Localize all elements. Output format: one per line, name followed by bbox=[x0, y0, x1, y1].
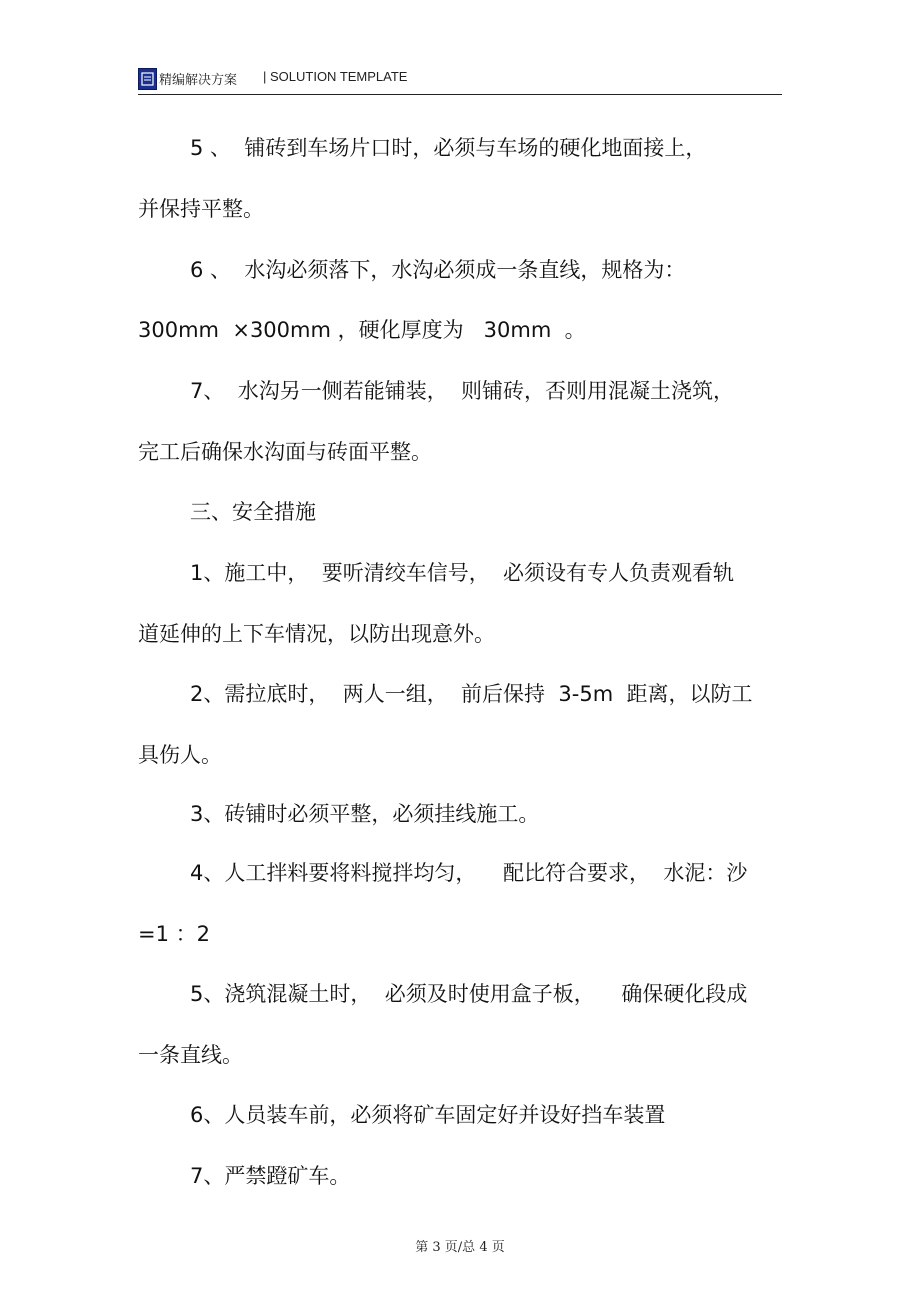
text-line: 5、浇筑混凝土时， 必须及时使用盒子板， 确保硬化段成 bbox=[190, 982, 748, 1006]
text-line: 5 、 铺砖到车场片口时，必须与车场的硬化地面接上， bbox=[190, 136, 707, 160]
text-line: 完工后确保水沟面与砖面平整。 bbox=[138, 440, 432, 464]
text-line: 7、 水沟另一侧若能铺装， 则铺砖，否则用混凝土浇筑， bbox=[190, 379, 735, 403]
text-line: 6 、 水沟必须落下，水沟必须成一条直线，规格为： bbox=[190, 258, 686, 282]
text-line: 并保持平整。 bbox=[138, 197, 264, 221]
text-line: 300mm ×300mm ，硬化厚度为 30mm 。 bbox=[138, 318, 586, 342]
document-logo-icon bbox=[138, 68, 157, 90]
text-line: 3、砖铺时必须平整，必须挂线施工。 bbox=[190, 802, 540, 826]
text-line: 道延伸的上下车情况，以防出现意外。 bbox=[138, 622, 495, 646]
text-line: 6、人员装车前，必须将矿车固定好并设好挡车装置 bbox=[190, 1103, 666, 1127]
page-header bbox=[138, 66, 782, 95]
header-title-cn: 精编解决方案 bbox=[159, 73, 238, 88]
text-line: =1 ：2 bbox=[138, 922, 210, 946]
header-title-en: | SOLUTION TEMPLATE bbox=[263, 69, 408, 84]
text-line: 1、施工中， 要听清绞车信号， 必须设有专人负责观看轨 bbox=[190, 561, 735, 585]
section-heading: 三、安全措施 bbox=[190, 500, 316, 524]
text-line: 4、人工拌料要将料搅拌均匀， 配比符合要求， 水泥：沙 bbox=[190, 861, 748, 885]
text-line: 一条直线。 bbox=[138, 1043, 243, 1067]
text-line: 2、需拉底时， 两人一组， 前后保持 3-5m 距离，以防工 bbox=[190, 682, 753, 706]
text-line: 具伤人。 bbox=[138, 743, 222, 767]
text-line: 7、严禁蹬矿车。 bbox=[190, 1164, 351, 1188]
page-footer: 第 3 页/总 4 页 bbox=[415, 1240, 505, 1255]
